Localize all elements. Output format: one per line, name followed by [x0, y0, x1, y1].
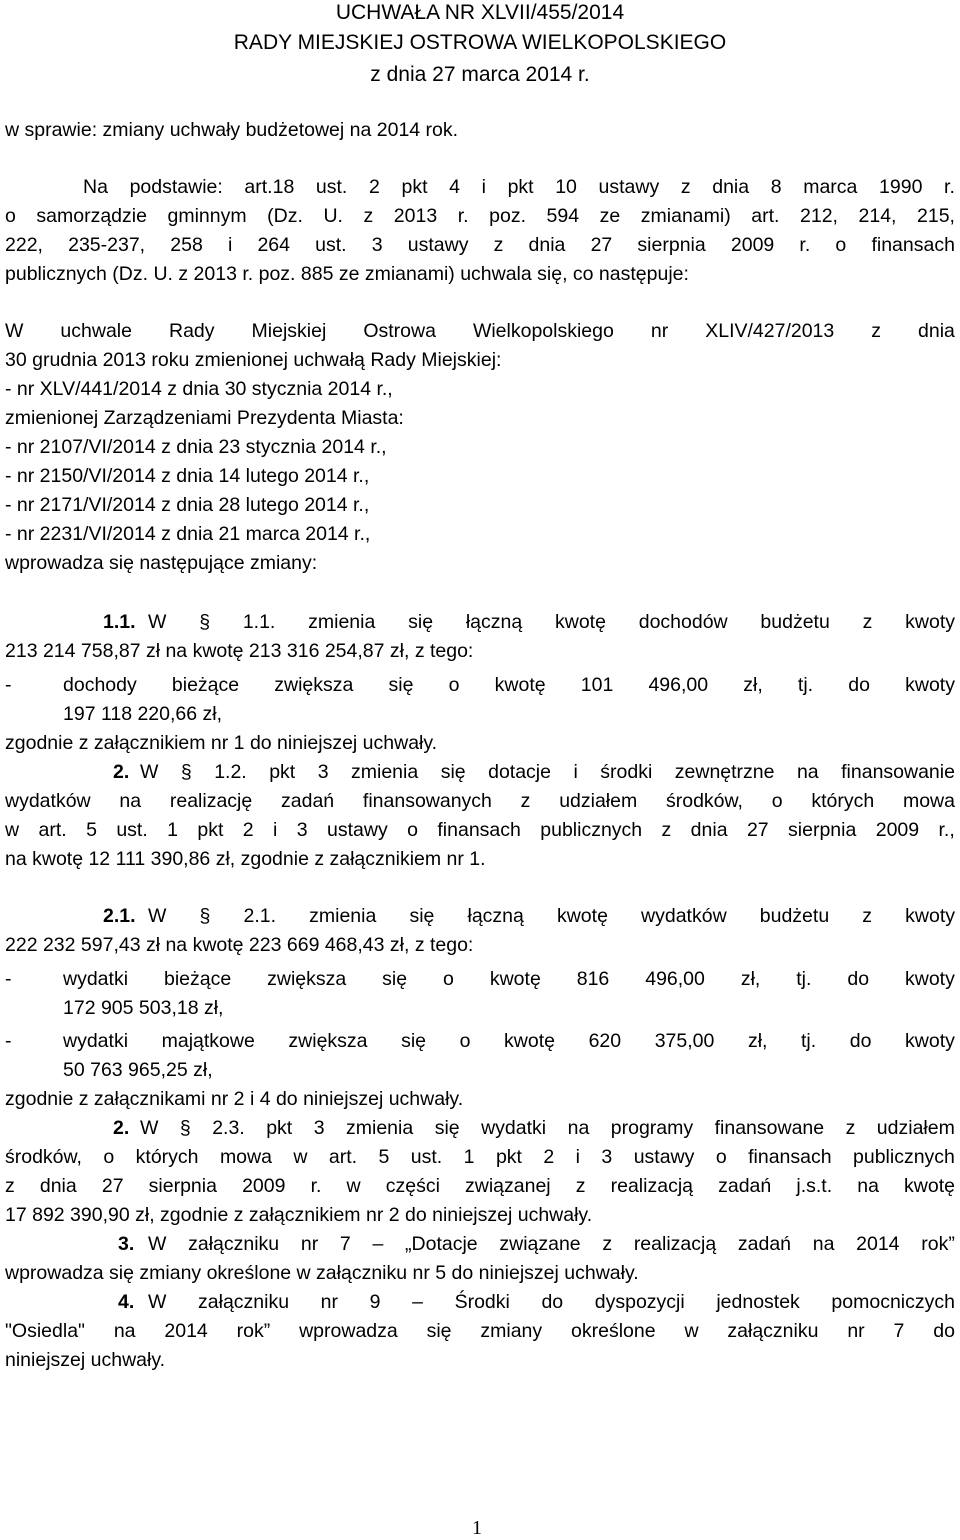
intro-line-1-text-word: nr: [650, 320, 669, 342]
section-2-line-3-text-word: 27: [746, 819, 769, 841]
basis-line-1-text-word: z: [680, 176, 691, 198]
title-line-1: UCHWAŁA NR XLVII/455/2014: [335, 1, 625, 24]
section-2-line-3-text-word: ust.: [116, 819, 148, 841]
section-2-1-line-1-text-word: z: [862, 905, 873, 927]
title-line-2: RADY MIEJSKIEJ OSTROWA WIELKOPOLSKIEGO: [233, 31, 727, 54]
basis-line-2-text-word: art.: [751, 205, 780, 227]
intro-line-5: - nr 2107/VI/2014 z dnia 23 stycznia 2014 r.,: [5, 436, 387, 458]
section-2-line-3-text-word: sierpnia: [788, 819, 857, 841]
section-2-3-line-2-text-word: pkt: [495, 1146, 522, 1168]
section-2-line-1-text-word: zewnętrzne: [674, 761, 775, 783]
basis-line-2-text-word: gminnym: [167, 205, 247, 227]
section-2-1-line-1-text-word: wydatków: [641, 905, 727, 927]
section-2-1-line-5-text-word: tj.: [801, 1030, 817, 1052]
section-2-line-1-text-word: na: [796, 761, 819, 783]
section-2-line-1-text-word: i: [573, 761, 578, 783]
basis-line-1-text-word: art.18: [244, 176, 295, 198]
section-4-line-2-text-word: w: [684, 1320, 699, 1342]
section-1-1-line-3-text-word: się: [388, 674, 414, 696]
section-2-1-line-3-text-word: kwotę: [489, 968, 541, 990]
section-4-line-2: [5, 1319, 955, 1343]
section-2-1-line-2: 222 232 597,43 zł na kwotę 223 669 468,43 zł, z tego:: [5, 934, 474, 956]
section-2-3-line-2-text-word: 5: [378, 1146, 390, 1168]
basis-line-3-text-word: 258: [170, 234, 203, 256]
section-3-line-1-text-word: z: [602, 1233, 613, 1255]
section-2-1-line-5-text-word: majątkowe: [161, 1030, 255, 1052]
section-1-1-line-1-text-word: kwoty: [905, 611, 955, 633]
intro-line-1-text-word: Rady: [168, 320, 215, 342]
basis-line-1-text-word: 8: [770, 176, 782, 198]
section-2-3-line-2-text-word: finansach: [748, 1146, 832, 1168]
section-3-line-1-text-word: zadań: [737, 1233, 792, 1255]
section-2-number: 2.: [113, 761, 130, 783]
section-2-1-line-5-text-word: zwiększa: [288, 1030, 368, 1052]
intro-line-3: - nr XLV/441/2014 z dnia 30 stycznia 2014 r.,: [5, 378, 393, 400]
basis-line-1-text-word: 2: [368, 176, 380, 198]
section-2-1-line-1-text-word: W: [148, 905, 167, 927]
section-2-1-dash-1: -: [5, 968, 12, 990]
basis-line-1-text-word: ustawy: [598, 176, 660, 198]
basis-line-1-text-word: pkt: [401, 176, 428, 198]
basis-line-3-text-word: sierpnia: [637, 234, 706, 256]
section-2-3-line-3-text-word: z: [5, 1175, 15, 1197]
section-2-1-line-5-text-word: zł,: [747, 1030, 768, 1052]
section-2-3-line-3: [5, 1174, 955, 1198]
section-4-line-1-text-word: załączniku: [198, 1291, 290, 1313]
section-2-3-line-2-text-word: 2: [543, 1146, 555, 1168]
section-2-1-dash-2: -: [5, 1030, 12, 1052]
section-2-3-line-3-text-word: części: [385, 1175, 440, 1197]
section-2-3-line-1-text-word: 3: [313, 1117, 325, 1139]
section-2-line-2-text-word: finansowanych: [362, 790, 492, 812]
section-1-1-line-1-text-word: się: [408, 611, 434, 633]
basis-line-4: publicznych (Dz. U. z 2013 r. poz. 885 ze zmianami) uchwala się, co następuje:: [5, 263, 689, 285]
section-2-3-line-2-text-word: 3: [601, 1146, 613, 1168]
basis-line-1: [83, 175, 955, 199]
section-3-line-1-text-word: –: [372, 1233, 384, 1255]
section-2-line-1: [140, 760, 955, 784]
section-2-1-line-3-text-word: kwoty: [905, 968, 955, 990]
section-2-3-line-3-text-word: kwotę: [904, 1175, 955, 1197]
intro-line-1-text-word: dnia: [918, 320, 955, 342]
section-3-line-1-text-word: nr: [300, 1233, 319, 1255]
section-2-3-line-2-text-word: ust.: [410, 1146, 443, 1168]
section-2-1-line-3-text-word: wydatki: [63, 968, 129, 990]
section-2-line-3-text-word: o: [407, 819, 418, 841]
intro-line-1-text-word: Ostrowa: [363, 320, 436, 342]
section-4-line-2-text-word: rok”: [236, 1320, 271, 1342]
section-2-3-line-1: [140, 1116, 955, 1140]
intro-line-1-text-word: XLIV/427/2013: [705, 320, 835, 342]
section-2-1-line-5-text-word: kwoty: [905, 1030, 955, 1052]
section-4-line-1-text-word: dyspozycji: [594, 1291, 685, 1313]
section-1-1-line-1: [148, 610, 955, 634]
section-2-line-2-text-word: na: [119, 790, 142, 812]
section-2-3-line-1-text-word: §: [179, 1117, 191, 1139]
section-4-line-2-text-word: załączniku: [727, 1320, 819, 1342]
section-1-1-line-3-text-word: 101: [580, 674, 614, 696]
section-3-line-1-text-word: załączniku: [188, 1233, 280, 1255]
basis-line-3-text-word: finansach: [871, 234, 955, 256]
section-2-3-line-3-text-word: na: [857, 1175, 879, 1197]
section-3-line-1-text-word: „Dotacje: [405, 1233, 478, 1255]
section-2-3-line-2-text-word: ustawy: [633, 1146, 695, 1168]
section-2-1-line-4: 172 905 503,18 zł,: [63, 997, 224, 1019]
section-2-line-3-text-word: w: [5, 819, 20, 841]
section-3-number: 3.: [118, 1233, 135, 1255]
section-2-1-line-3-text-word: bieżące: [163, 968, 232, 990]
section-2-line-1-text-word: W: [140, 761, 159, 783]
section-2-3-line-3-text-word: j.s.t.: [796, 1175, 833, 1197]
intro-line-1-text-word: uchwale: [60, 320, 132, 342]
section-2-line-2-text-word: realizację: [169, 790, 253, 812]
page-number: 1: [472, 1517, 482, 1539]
section-2-line-3-text-word: ustawy: [327, 819, 388, 841]
section-2-3-line-2-text-word: mowa: [219, 1146, 272, 1168]
section-1-1-line-3-text-word: zwiększa: [274, 674, 354, 696]
section-2-line-1-text-word: pkt: [269, 761, 296, 783]
basis-line-2-text-word: samorządzie: [36, 205, 147, 227]
section-2-line-1-text-word: środki: [600, 761, 653, 783]
section-2-3-line-1-text-word: z: [845, 1117, 856, 1139]
basis-line-1-text-word: marca: [803, 176, 858, 198]
section-2-line-1-text-word: finansowanie: [841, 761, 955, 783]
section-2-1-line-3-text-word: o: [443, 968, 454, 990]
section-2-3-line-2: [5, 1145, 955, 1169]
basis-line-3-text-word: r.: [799, 234, 811, 256]
section-2-3-line-2-text-word: o: [715, 1146, 727, 1168]
section-2-line-2-text-word: z: [520, 790, 531, 812]
basis-line-2-text-word: r.: [457, 205, 469, 227]
section-4-line-1-text-word: 9: [369, 1291, 381, 1313]
section-1-1-line-3-text-word: kwoty: [905, 674, 955, 696]
section-2-3-line-2-text-word: art.: [328, 1146, 358, 1168]
section-2-3-line-2-text-word: 1: [463, 1146, 475, 1168]
section-2-line-3-text-word: pkt: [197, 819, 224, 841]
section-4-line-1-text-word: –: [412, 1291, 423, 1313]
basis-line-2-text-word: z: [363, 205, 374, 227]
section-2-line-1-text-word: §: [180, 761, 192, 783]
section-2-3-line-1-text-word: W: [140, 1117, 159, 1139]
section-2-1-line-1-text-word: §: [199, 905, 211, 927]
basis-line-3-text-word: 27: [590, 234, 613, 256]
section-2-1-line-5-text-word: do: [849, 1030, 872, 1052]
intro-line-9: wprowadza się następujące zmiany:: [5, 552, 318, 574]
section-4-number: 4.: [118, 1291, 135, 1313]
basis-line-2-text-word: (Dz.: [267, 205, 303, 227]
section-2-line-3-text-word: art.: [38, 819, 67, 841]
section-2-3-line-3-text-word: zadań: [718, 1175, 772, 1197]
section-2-1-line-3-text-word: do: [847, 968, 870, 990]
section-2-1-line-1-text-word: kwotę: [556, 905, 608, 927]
basis-line-1-text-word: Na: [83, 176, 108, 198]
section-3-line-1-text-word: realizacją: [633, 1233, 717, 1255]
section-1-1-line-2: 213 214 758,87 zł na kwotę 213 316 254,87 zł, z tego:: [5, 640, 474, 662]
basis-line-3-text-word: 2009: [730, 234, 775, 256]
section-4-line-1-text-word: jednostek: [716, 1291, 800, 1313]
intro-line-1-text-word: Wielkopolskiego: [472, 320, 614, 342]
section-1-1-line-1-text-word: z: [862, 611, 873, 633]
section-1-1-line-3-text-word: tj.: [797, 674, 814, 696]
basis-line-2-text-word: U.: [323, 205, 343, 227]
basis-line-3-text-word: 235-237,: [68, 234, 146, 256]
basis-line-2-text-word: o: [5, 205, 16, 227]
section-3-line-1-text-word: W: [148, 1233, 167, 1255]
section-1-1-line-4: 197 118 220,66 zł,: [63, 703, 223, 725]
section-3-line-1-text-word: rok”: [921, 1233, 955, 1255]
section-1-1-number: 1.1.: [103, 611, 136, 633]
section-1-1-line-3: [63, 673, 955, 697]
section-3-line-1-text-word: 2014: [856, 1233, 900, 1255]
section-2-1-line-5-text-word: kwotę: [504, 1030, 555, 1052]
basis-line-3-text-word: ust.: [315, 234, 347, 256]
section-2-line-3-text-word: 3: [296, 819, 308, 841]
section-2-line-2-text-word: środków,: [666, 790, 743, 812]
intro-line-1-text-word: W: [5, 320, 24, 342]
section-2-line-3-text-word: finansach: [437, 819, 521, 841]
basis-line-2-text-word: poz.: [489, 205, 526, 227]
basis-line-3-text-word: o: [835, 234, 847, 256]
section-1-1-line-1-text-word: budżetu: [760, 611, 830, 633]
section-4-line-2-text-word: 7: [893, 1320, 905, 1342]
section-4-line-2-text-word: nr: [847, 1320, 865, 1342]
section-2-1-line-7: zgodnie z załącznikami nr 2 i 4 do niniejszej uchwały.: [5, 1088, 464, 1110]
section-1-1-line-1-text-word: 1.1.: [242, 611, 276, 633]
intro-line-1-text-word: z: [871, 320, 882, 342]
intro-line-1: [5, 319, 955, 343]
section-1-1-line-1-text-word: §: [199, 611, 211, 633]
basis-line-1-text-word: ust.: [315, 176, 348, 198]
section-1-1-dash: -: [5, 674, 12, 696]
basis-line-1-text-word: podstawie:: [129, 176, 223, 198]
basis-line-2-text-word: 214,: [858, 205, 897, 227]
section-3-line-2: wprowadza się zmiany określone w załączniku nr 5 do niniejszej uchwały.: [5, 1262, 639, 1284]
basis-line-3-text-word: z: [493, 234, 504, 256]
section-1-1-line-3-text-word: kwotę: [494, 674, 546, 696]
title-line-3: z dnia 27 marca 2014 r.: [370, 63, 590, 86]
section-4-line-2-text-word: na: [113, 1320, 136, 1342]
section-2-1-number: 2.1.: [103, 905, 136, 927]
section-2-3-line-3-text-word: realizacją: [610, 1175, 693, 1197]
section-2-3-line-3-text-word: w: [346, 1175, 361, 1197]
section-2-3-line-2-text-word: środków,: [5, 1146, 82, 1168]
section-2-3-line-3-text-word: r.: [310, 1175, 322, 1197]
section-2-line-3-text-word: 5: [86, 819, 97, 841]
basis-line-3-text-word: i: [227, 234, 233, 256]
section-2-line-3-text-word: i: [273, 819, 278, 841]
section-2-3-line-1-text-word: się: [434, 1117, 460, 1139]
section-2-1-line-3-text-word: 816: [576, 968, 610, 990]
section-2-1-line-1-text-word: budżetu: [759, 905, 830, 927]
intro-line-8: - nr 2231/VI/2014 z dnia 21 marca 2014 r.,: [5, 523, 371, 545]
section-2-line-3-text-word: z: [661, 819, 672, 841]
section-1-1-line-5: zgodnie z załącznikiem nr 1 do niniejszej uchwały.: [5, 732, 438, 754]
basis-line-3-text-word: 264: [257, 234, 290, 256]
section-1-1-line-1-text-word: W: [148, 611, 167, 633]
section-2-1-line-5-text-word: się: [401, 1030, 427, 1052]
section-2-line-4: na kwotę 12 111 390,86 zł, zgodnie z załącznikiem nr 1.: [5, 848, 486, 870]
section-2-1-line-1-text-word: łączną: [467, 905, 524, 927]
section-2-3-line-1-text-word: udziałem: [876, 1117, 955, 1139]
section-1-1-line-3-text-word: zł,: [743, 674, 763, 696]
section-2-line-2-text-word: których: [811, 790, 875, 812]
section-2-line-3-text-word: dnia: [690, 819, 728, 841]
section-1-1-line-3-text-word: 496,00: [648, 674, 709, 696]
section-2-1-line-1: [148, 904, 955, 928]
section-4-line-2-text-word: zmiany: [480, 1320, 543, 1342]
section-2-3-line-1-text-word: zmienia: [346, 1117, 414, 1139]
section-1-1-line-3-text-word: o: [448, 674, 460, 696]
section-2-line-2: [5, 789, 955, 813]
section-2-line-3-text-word: publicznych: [540, 819, 643, 841]
basis-line-2-text-word: 2013: [393, 205, 438, 227]
section-2-3-line-1-text-word: finansowane: [714, 1117, 825, 1139]
section-2-1-line-3: [63, 967, 955, 991]
section-2-line-1-text-word: 3: [317, 761, 329, 783]
section-4-line-2-text-word: 2014: [164, 1320, 208, 1342]
basis-line-3: [5, 233, 955, 257]
section-2-3-line-3-text-word: 2009: [242, 1175, 286, 1197]
section-2-3-line-4: 17 892 390,90 zł, zgodnie z załącznikiem nr 2 do niniejszej uchwały.: [5, 1204, 593, 1226]
section-2-line-1-text-word: się: [440, 761, 466, 783]
section-4-line-1-text-word: Środki: [454, 1291, 510, 1313]
section-2-1-line-5: [63, 1029, 955, 1053]
intro-line-6: - nr 2150/VI/2014 z dnia 14 lutego 2014 r.,: [5, 465, 370, 487]
section-2-3-line-3-text-word: związanej: [465, 1175, 551, 1197]
section-2-line-1-text-word: zmienia: [351, 761, 419, 783]
section-2-1-line-5-text-word: wydatki: [63, 1030, 129, 1052]
section-2-line-2-text-word: udziałem: [559, 790, 638, 812]
section-2-line-2-text-word: zadań: [281, 790, 335, 812]
intro-line-2: 30 grudnia 2013 roku zmienionej uchwałą Rady Miejskiej:: [5, 349, 502, 371]
section-2-3-line-2-text-word: których: [135, 1146, 199, 1168]
section-2-line-2-text-word: o: [771, 790, 783, 812]
basis-line-1-text-word: 1990: [879, 176, 923, 198]
section-2-1-line-5-text-word: o: [459, 1030, 471, 1052]
section-2-3-line-3-text-word: 27: [101, 1175, 124, 1197]
section-1-1-line-1-text-word: łączną: [465, 611, 523, 633]
section-2-line-3-text-word: r.,: [938, 819, 955, 841]
section-3-line-1-text-word: związane: [499, 1233, 581, 1255]
section-2-1-line-1-text-word: zmienia: [309, 905, 377, 927]
section-2-1-line-1-text-word: się: [409, 905, 435, 927]
subject-line: w sprawie: zmiany uchwały budżetowej na 2014 rok.: [5, 119, 459, 141]
intro-line-4: zmienionej Zarządzeniami Prezydenta Miasta:: [5, 407, 404, 429]
section-2-3-line-1-text-word: programy: [610, 1117, 694, 1139]
basis-line-2-text-word: ze: [599, 205, 621, 227]
section-2-3-line-1-text-word: 2.3.: [212, 1117, 245, 1139]
section-3-line-1-text-word: na: [812, 1233, 835, 1255]
section-2-1-line-5-text-word: 620: [588, 1030, 622, 1052]
section-1-1-line-1-text-word: dochodów: [638, 611, 728, 633]
section-2-line-1-text-word: dotacje: [488, 761, 551, 783]
section-1-1-line-3-text-word: do: [848, 674, 870, 696]
basis-line-1-text-word: dnia: [712, 176, 750, 198]
basis-line-3-text-word: 222,: [5, 234, 43, 256]
section-2-line-3-text-word: 2: [242, 819, 254, 841]
section-2-1-line-3-text-word: zł,: [740, 968, 761, 990]
section-2-line-3: [5, 818, 955, 842]
section-2-1-line-5-text-word: 375,00: [654, 1030, 715, 1052]
section-4-line-1-text-word: W: [148, 1291, 167, 1313]
section-4-line-1: [148, 1290, 955, 1314]
section-1-1-line-1-text-word: zmienia: [308, 611, 376, 633]
section-4-line-2-text-word: się: [426, 1320, 452, 1342]
basis-line-2: [5, 204, 955, 228]
section-4-line-2-text-word: wprowadza: [299, 1320, 398, 1342]
section-4-line-2-text-word: do: [933, 1320, 955, 1342]
section-2-1-line-6: 50 763 965,25 zł,: [63, 1059, 213, 1081]
section-2-1-line-3-text-word: się: [382, 968, 408, 990]
section-2-3-line-1-text-word: wydatki: [481, 1117, 547, 1139]
section-1-1-line-1-text-word: kwotę: [555, 611, 606, 633]
basis-line-1-text-word: pkt: [507, 176, 534, 198]
basis-line-2-text-word: 594: [546, 205, 580, 227]
section-4-line-2-text-word: określone: [571, 1320, 656, 1342]
intro-line-7: - nr 2171/VI/2014 z dnia 28 lutego 2014 r.,: [5, 494, 370, 516]
section-4-line-1-text-word: do: [541, 1291, 564, 1313]
basis-line-1-text-word: 4: [449, 176, 460, 198]
section-2-3-line-2-text-word: w: [293, 1146, 308, 1168]
section-2-3-number: 2.: [113, 1117, 130, 1139]
section-2-line-2-text-word: mowa: [902, 790, 955, 812]
section-3-line-1: [148, 1232, 955, 1256]
section-2-3-line-3-text-word: sierpnia: [148, 1175, 217, 1197]
section-2-3-line-3-text-word: z: [575, 1175, 586, 1197]
section-2-1-line-1-text-word: kwoty: [905, 905, 955, 927]
section-4-line-1-text-word: nr: [320, 1291, 339, 1313]
section-4-line-3: niniejszej uchwały.: [5, 1349, 166, 1371]
basis-line-3-text-word: ustawy: [407, 234, 469, 256]
basis-line-3-text-word: dnia: [528, 234, 566, 256]
basis-line-2-text-word: 215,: [917, 205, 955, 227]
section-2-3-line-2-text-word: i: [575, 1146, 580, 1168]
section-1-1-line-3-text-word: dochody: [63, 674, 137, 696]
basis-line-3-text-word: 3: [371, 234, 383, 256]
section-2-line-1-text-word: 1.2.: [214, 761, 247, 783]
section-1-1-line-3-text-word: bieżące: [171, 674, 240, 696]
section-2-1-line-1-text-word: 2.1.: [243, 905, 277, 927]
section-2-line-3-text-word: 1: [167, 819, 178, 841]
section-2-line-2-text-word: wydatków: [5, 790, 91, 812]
section-2-3-line-2-text-word: publicznych: [853, 1146, 955, 1168]
basis-line-2-text-word: zmianami): [640, 205, 731, 227]
section-2-3-line-2-text-word: o: [103, 1146, 115, 1168]
basis-line-1-text-word: i: [481, 176, 486, 198]
basis-line-1-text-word: r.: [944, 176, 955, 198]
basis-line-2-text-word: 212,: [800, 205, 838, 227]
section-2-1-line-3-text-word: zwiększa: [267, 968, 347, 990]
section-2-line-3-text-word: 2009: [875, 819, 920, 841]
section-2-1-line-3-text-word: tj.: [796, 968, 812, 990]
section-2-3-line-1-text-word: pkt: [266, 1117, 293, 1139]
section-4-line-1-text-word: pomocniczych: [831, 1291, 955, 1313]
basis-line-1-text-word: 10: [555, 176, 577, 198]
section-4-line-2-text-word: "Osiedla": [5, 1320, 85, 1342]
section-2-3-line-1-text-word: na: [567, 1117, 590, 1139]
section-2-3-line-3-text-word: dnia: [39, 1175, 77, 1197]
section-3-line-1-text-word: 7: [339, 1233, 351, 1255]
section-2-1-line-3-text-word: 496,00: [645, 968, 705, 990]
intro-line-1-text-word: Miejskiej: [251, 320, 327, 342]
